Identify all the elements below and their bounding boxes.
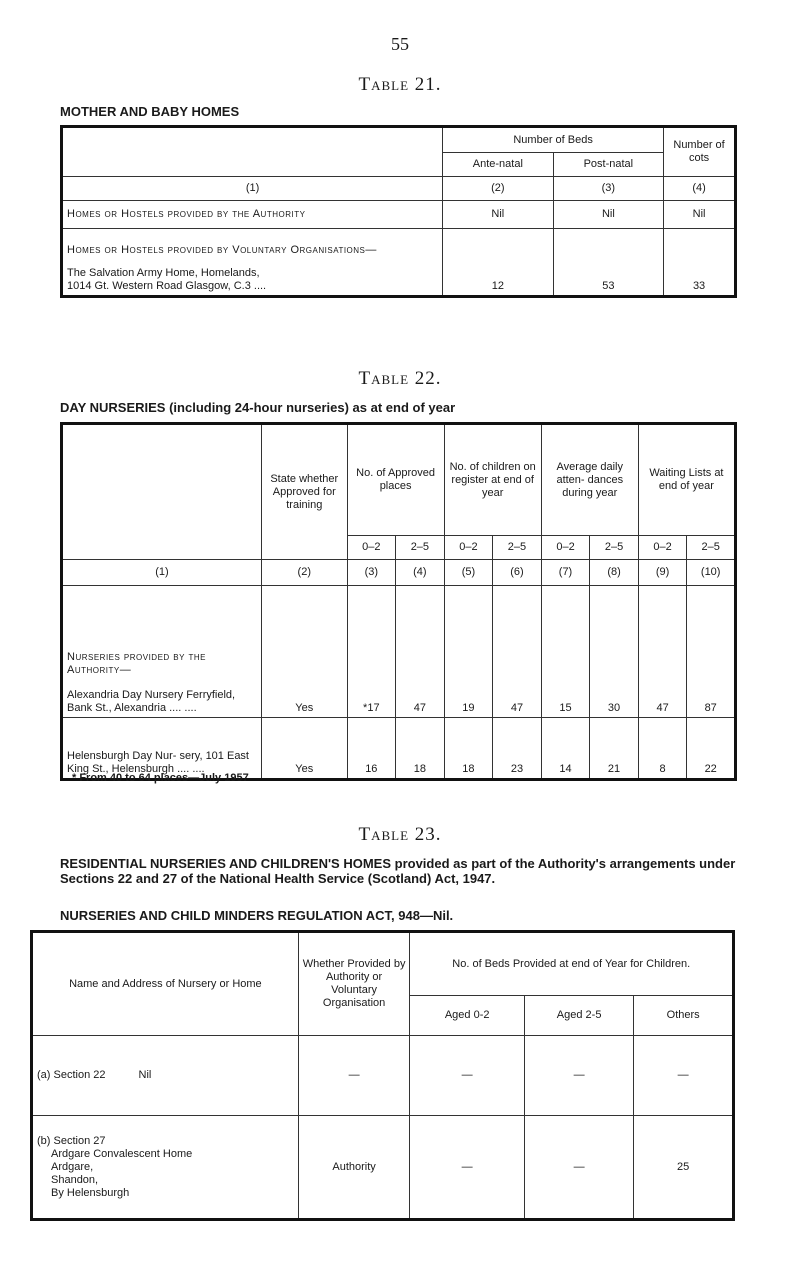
table22-age-2-5: 2–5	[493, 536, 542, 560]
table22-places-header: No. of Approved places	[347, 424, 444, 536]
table23-rowa-c5: —	[634, 1036, 734, 1116]
table21-row1-c4: Nil	[664, 201, 736, 229]
table22-row2-v1: 16	[347, 718, 396, 780]
table-row	[32, 1036, 734, 1116]
table-row	[62, 586, 736, 718]
table22-footnote: * From 40 to 64 places—July 1957	[72, 772, 249, 784]
table22-col-10: (10)	[687, 560, 736, 586]
table22-subtitle: DAY NURSERIES (including 24-hour nurseries) as at end of year	[60, 400, 456, 415]
table22-row1-v4: 47	[493, 586, 542, 718]
table22-row2-name: Helensburgh Day Nur- sery, 101 East King St., Helensburgh .... ....	[62, 718, 262, 780]
table22-age-0-2: 0–2	[541, 536, 590, 560]
table21-col-2: (2)	[443, 177, 554, 201]
table21-row2-label	[62, 229, 443, 297]
table22-row2-v7: 8	[638, 718, 687, 780]
table21-row1-c2: Nil	[443, 201, 554, 229]
table23-aged-2-5-header: Aged 2-5	[524, 996, 633, 1036]
table22-col-3: (3)	[347, 560, 396, 586]
table22-col-8: (8)	[590, 560, 639, 586]
table21-row1-label: Homes or Hostels provided by the Authority	[62, 201, 443, 229]
table22-age-2-5: 2–5	[687, 536, 736, 560]
table22-state-header: State whether Approved for training	[262, 424, 348, 560]
table21-row2-heading: Homes or Hostels provided by Voluntary Organisations—	[67, 244, 377, 256]
table21-col-4: (4)	[664, 177, 736, 201]
table23-rowa-section: (a) Section 22	[37, 1069, 106, 1081]
table22-row1-v6: 30	[590, 586, 639, 718]
table21-antenatal-header: Ante-natal	[443, 153, 554, 177]
table22-age-2-5: 2–5	[590, 536, 639, 560]
table23-rowa-c4: —	[524, 1036, 633, 1116]
table23-rowb-line4: By Helensburgh	[51, 1186, 130, 1199]
table22-row2-state: Yes	[262, 718, 348, 780]
table22-title: Table 22.	[358, 368, 442, 389]
table22-row2-v4: 23	[493, 718, 542, 780]
table-row	[62, 229, 736, 297]
table23-beds-header: No. of Beds Provided at end of Year for Children.	[410, 932, 734, 996]
table23-rowa-label	[32, 1036, 299, 1116]
table22-attendance-header: Average daily atten- dances during year	[541, 424, 638, 536]
table23-rowb-line1: Ardgare Convalescent Home	[51, 1147, 193, 1160]
table23-name-header: Name and Address of Nursery or Home	[32, 932, 299, 1036]
table23-rowa-c2: —	[298, 1036, 410, 1116]
table22-col-7: (7)	[541, 560, 590, 586]
table23-rowb-c5: 25	[634, 1116, 734, 1220]
table22-row2-v2: 18	[396, 718, 445, 780]
table22-col-6: (6)	[493, 560, 542, 586]
table21-beds-header: Number of Beds	[443, 127, 664, 153]
table22-age-0-2: 0–2	[638, 536, 687, 560]
table-row	[62, 718, 736, 780]
table22-children-header: No. of children on register at end of year	[444, 424, 541, 536]
table22-section-heading: Nurseries provided by the Authority—	[67, 651, 206, 676]
table21-row2-name: The Salvation Army Home, Homelands,	[67, 267, 260, 279]
table22	[60, 422, 737, 781]
table22-col-5: (5)	[444, 560, 493, 586]
table21-title: Table 21.	[358, 74, 442, 95]
table22-row1-name: Alexandria Day Nursery Ferryfield, Bank St., Alexandria .... ....	[67, 689, 236, 714]
table22-row1-v8: 87	[687, 586, 736, 718]
table21-postnatal-header: Post-natal	[553, 153, 664, 177]
table22-row1-state: Yes	[262, 586, 348, 718]
table23-rowb-label	[32, 1116, 299, 1220]
table22-row2-v6: 21	[590, 718, 639, 780]
table21-cots-header: Number of cots	[664, 127, 736, 177]
table23-rowa-c3: —	[410, 1036, 524, 1116]
table22-col-4: (4)	[396, 560, 445, 586]
table23-rowb-line2: Ardgare,	[51, 1160, 94, 1173]
table-row	[32, 1116, 734, 1220]
table22-col-2: (2)	[262, 560, 348, 586]
table21-subtitle: MOTHER AND BABY HOMES	[60, 104, 240, 119]
table23-subtitle-2: NURSERIES AND CHILD MINDERS REGULATION ACT, 948—Nil.	[60, 908, 454, 923]
page-number: 55	[391, 34, 409, 54]
table22-row2-v8: 22	[687, 718, 736, 780]
table22-age-2-5: 2–5	[396, 536, 445, 560]
table-row	[62, 201, 736, 229]
table22-row1-v2: 47	[396, 586, 445, 718]
table23-subtitle-1: RESIDENTIAL NURSERIES AND CHILDREN'S HOMES provided as part of the Authority's arrangements under Sections 22 and 27 of the National Health Service (Scotland) Act, 1947.	[60, 856, 736, 886]
table23-others-header: Others	[634, 996, 734, 1036]
table23-rowb-c2: Authority	[298, 1116, 410, 1220]
table22-row1-v7: 47	[638, 586, 687, 718]
table21-col-3: (3)	[553, 177, 664, 201]
table22-row1-v5: 15	[541, 586, 590, 718]
table23-whether-header: Whether Provided by Authority or Voluntary Organisation	[298, 932, 410, 1036]
table22-blank-header	[62, 424, 262, 560]
table22-col-9: (9)	[638, 560, 687, 586]
table22-row2-v3: 18	[444, 718, 493, 780]
table23	[30, 930, 735, 1221]
table22-row2-v5: 14	[541, 718, 590, 780]
table21-row1-c3: Nil	[553, 201, 664, 229]
table21-col-1: (1)	[62, 177, 443, 201]
table23-rowb-c3: —	[410, 1116, 524, 1220]
table21	[60, 125, 737, 298]
table22-col-1: (1)	[62, 560, 262, 586]
table23-rowb-section: (b) Section 27	[37, 1134, 106, 1147]
table23-title: Table 23.	[358, 824, 442, 845]
table22-row1-label	[62, 586, 262, 718]
table21-row2-c2: 12	[443, 229, 554, 297]
table21-blank-header	[62, 127, 443, 177]
table22-row1-v1: *17	[347, 586, 396, 718]
table23-rowb-c4: —	[524, 1116, 633, 1220]
table23-rowb-line3: Shandon,	[51, 1173, 99, 1186]
table22-age-0-2: 0–2	[444, 536, 493, 560]
table21-row2-address: 1014 Gt. Western Road Glasgow, C.3 ....	[67, 280, 267, 292]
table23-rowa-nil: Nil	[138, 1069, 152, 1081]
table22-waiting-header: Waiting Lists at end of year	[638, 424, 735, 536]
table23-aged-0-2-header: Aged 0-2	[410, 996, 524, 1036]
table22-age-0-2: 0–2	[347, 536, 396, 560]
table21-row2-c4: 33	[664, 229, 736, 297]
table22-row1-v3: 19	[444, 586, 493, 718]
table21-row2-c3: 53	[553, 229, 664, 297]
